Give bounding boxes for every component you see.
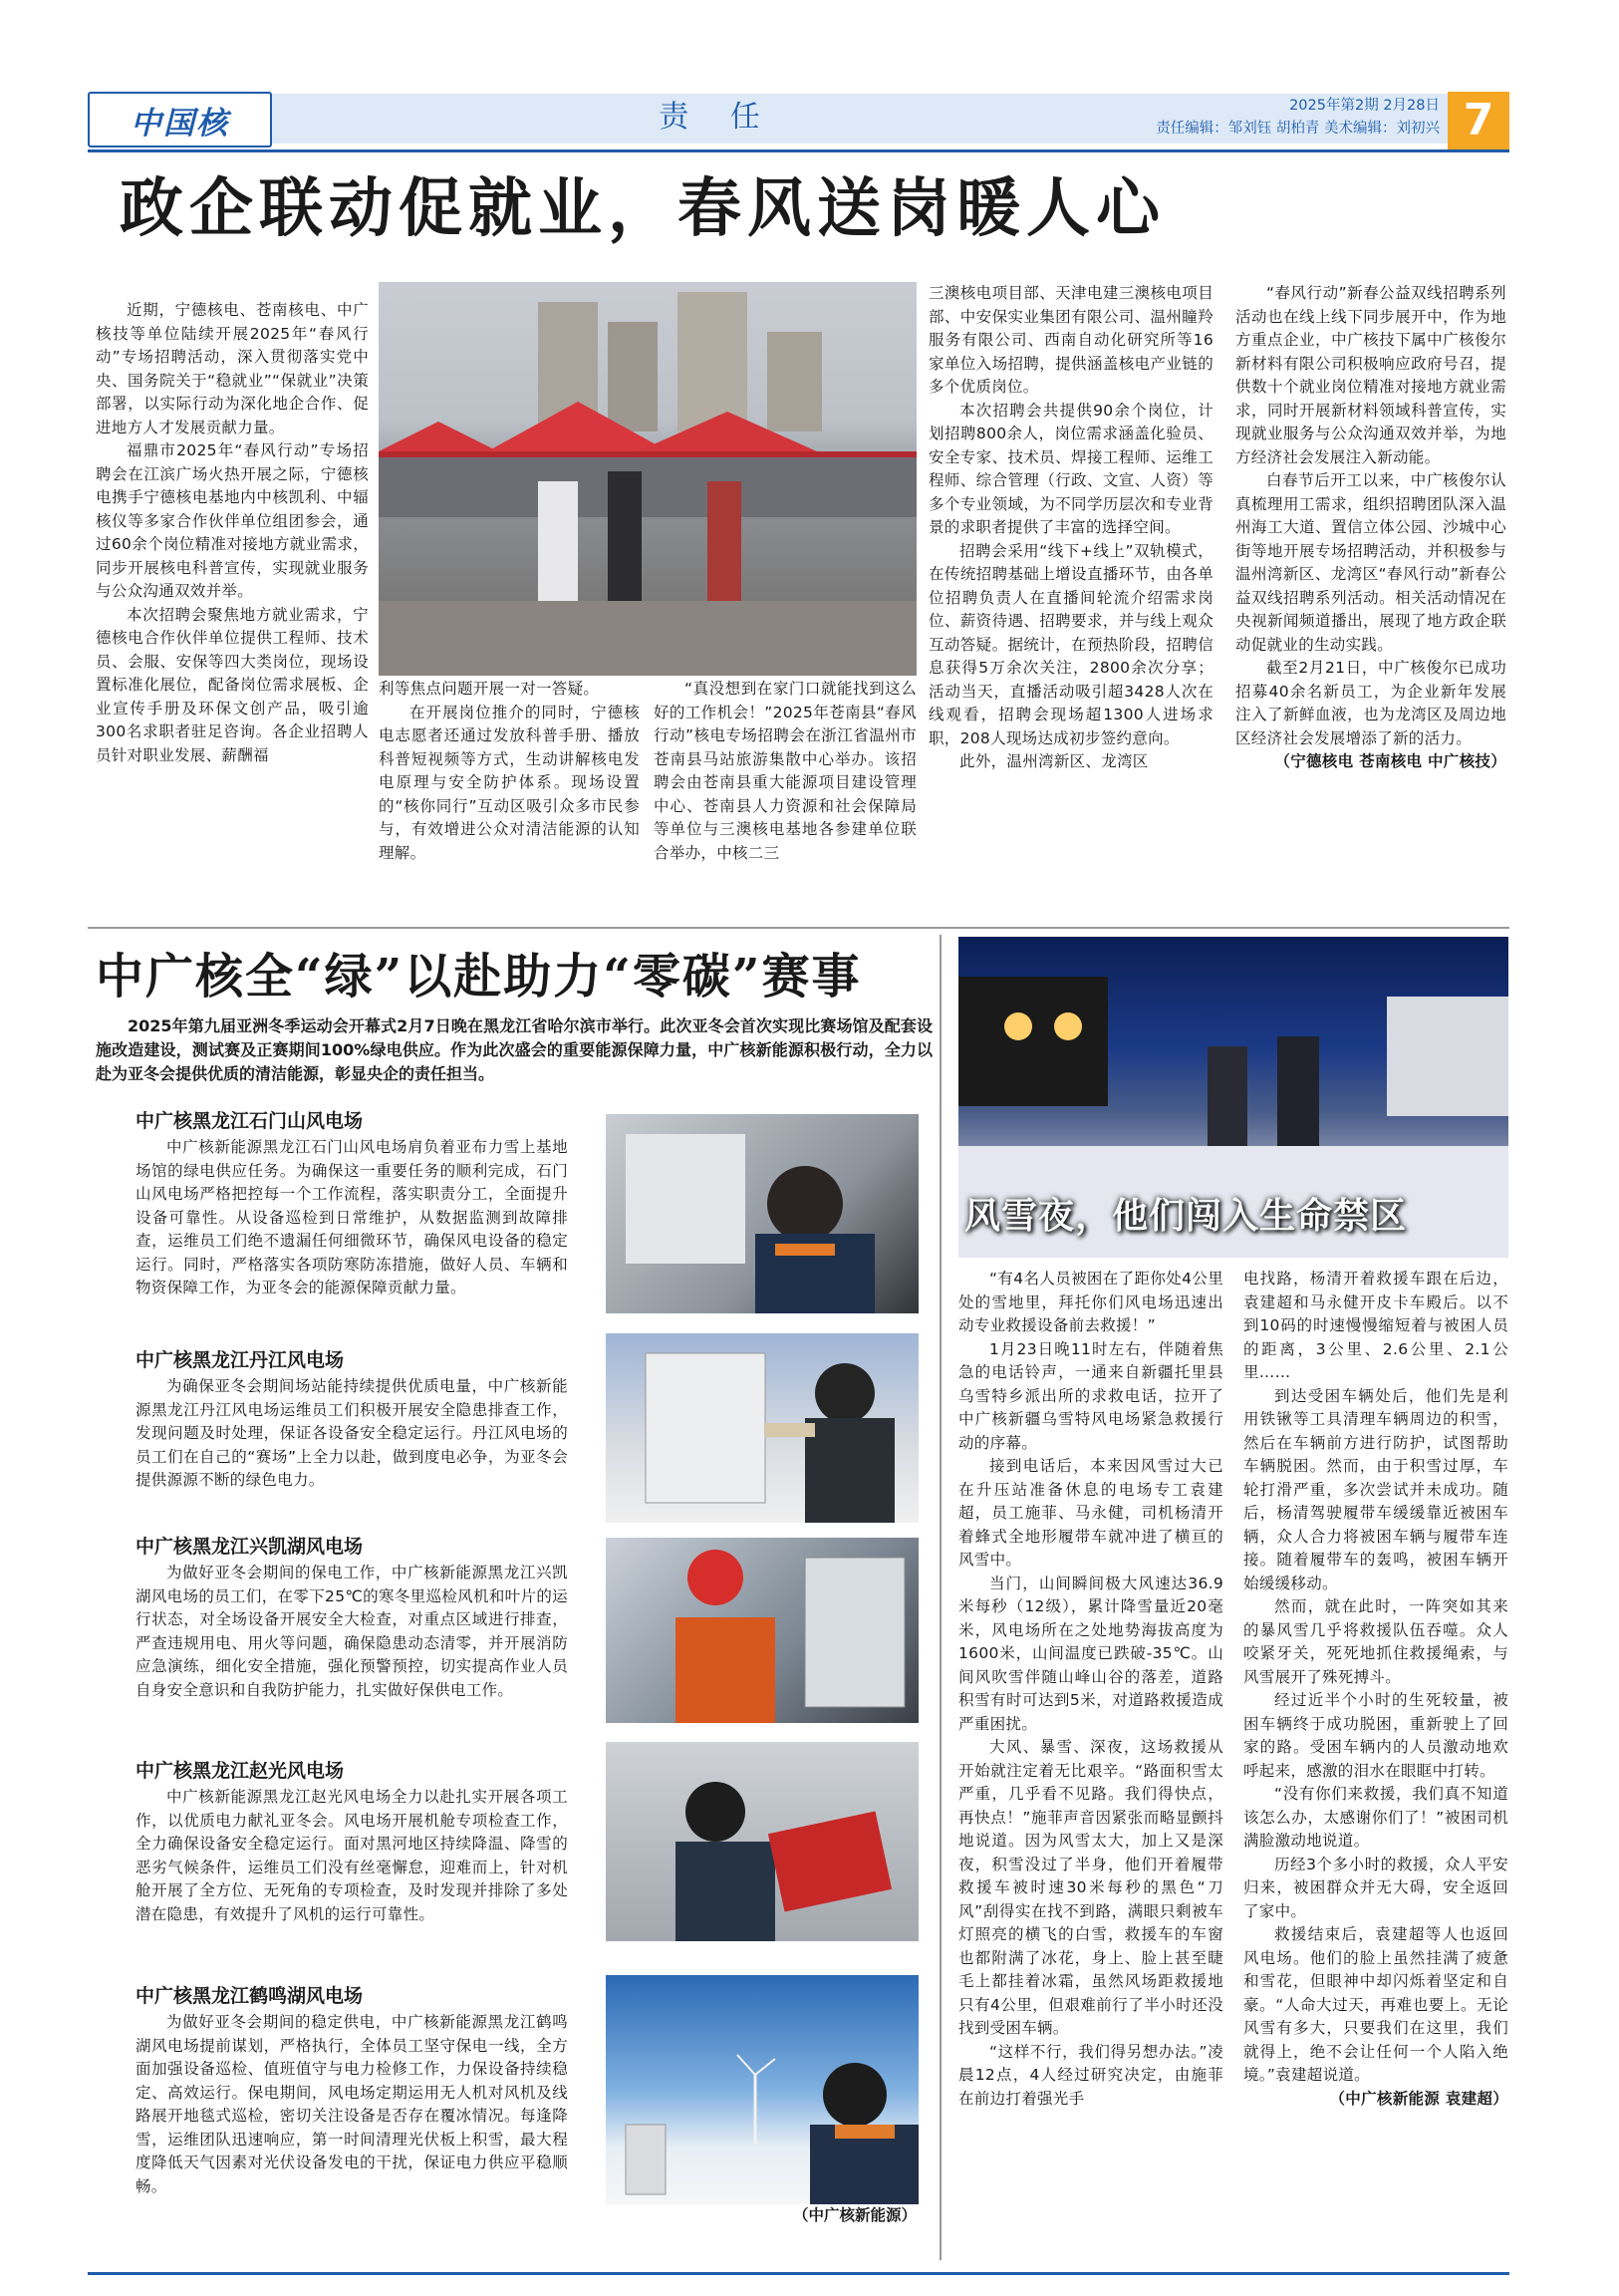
article1-para: 截至2月21日，中广核俊尔已成功招募40余名新员工，为企业新年发展注入了新鲜血液，也为龙湾区及周边地区经济社会发展增添了新的活力。 [1235, 659, 1506, 747]
editors-line: 责任编辑：邹刘钰 胡柏青 美术编辑：刘初兴 [1156, 121, 1440, 137]
article1-para: 本次招聘会共提供90余个岗位，计划招聘800余人，岗位需求涵盖化验员、安全专家、技术员、焊接工程师、运维工程师、综合管理（行政、文宣、人资）等多个专业领域，为不同学历层次和专业背景的求职者提供了丰富的选择空间。 [929, 401, 1214, 536]
section-body-heminghu [135, 2011, 568, 2198]
section-head-shimenshan: 中广核黑龙江石门山风电场 [135, 1110, 364, 1132]
job-fair-photo [379, 282, 917, 676]
article3-col1 [958, 1268, 1223, 2111]
section-body-danjiang [135, 1375, 568, 1493]
zhaoguang-photo [606, 1742, 919, 1941]
article3-para: 然而，就在此时，一阵突如其来的暴风雪几乎将救援队伍吞噬。众人咬紧牙关，死死地抓住救援绳索，与风雪展开了殊死搏斗。 [1243, 1597, 1508, 1686]
article3-para: 接到电话后，本来因风雪过大已在升压站准备休息的电场专工袁建超，员工施菲、马永健，司机杨清开着蜂式全地形履带车就冲进了横亘的风雪中。 [958, 1457, 1223, 1569]
section-head-heminghu: 中广核黑龙江鹤鸣湖风电场 [135, 1985, 364, 2007]
section-head-danjiang: 中广核黑龙江丹江风电场 [135, 1349, 345, 1371]
shimenshan-photo [606, 1114, 919, 1313]
article3-para: 当门，山间瞬间极大风速达36.9米每秒（12级），累计降雪量近20毫米，风电场所在之处地势海拔高度为1600米，山间温度已跌破-35℃。山间风吹雪伴随山峰山谷的落差，道路积雪有时可达到5米，对道路救援造成严重困扰。 [958, 1574, 1223, 1733]
heminghu-photo [606, 1975, 919, 2204]
section-body-zhaoguang [135, 1786, 568, 1926]
article2-lead: 2025年第九届亚洲冬季运动会开幕式2月7日晚在黑龙江省哈尔滨市举行。此次亚冬会首次实现比赛场馆及配套设施改造建设，测试赛及正赛期间100%绿电供应。作为此次盛会的重要能源保障力量，中广核新能源积极行动，全力以赴为亚冬会提供优质的清洁能源，彰显央企的责任担当。 [96, 1016, 933, 1083]
section-para: 为确保亚冬会期间场站能持续提供优质电量，中广核新能源黑龙江丹江风电场运维员工们积极开展安全隐患排查工作，发现问题及时处理，保证各设备安全稳定运行。丹江风电场的员工们在自己的“赛场”上全力以赴，做到度电必争，为亚冬会提供源源不断的绿色电力。 [135, 1377, 568, 1489]
article3-para: 电找路，杨清开着救援车跟在后边，袁建超和马永健开皮卡车殿后。以不到10码的时速慢慢缩短着与被困人员的距离，3公里、2.6公里、2.1公里…… [1243, 1270, 1508, 1381]
article2-title: 中广核全“绿”以赴助力“零碳”赛事 [96, 949, 862, 1004]
article1-para: 本次招聘会聚焦地方就业需求，宁德核电合作伙伴单位提供工程师、技术员、会服、安保等四大类岗位，现场设置标准化展位，配备岗位需求展板、企业宣传手册及环保文创产品，吸引逾300名求职者驻足咨询。各企业招聘人员针对职业发展、薪酬福 [96, 605, 369, 764]
xingkaihu-photo [606, 1538, 919, 1723]
article1-para: 利等焦点问题开展一对一答疑。 [379, 680, 600, 698]
article3-title: 风雪夜，他们闯入生命禁区 [964, 1196, 1408, 1237]
article1-credit: （宁德核电 苍南核电 中广核技） [1274, 752, 1506, 770]
article1-col4 [929, 282, 1214, 774]
section-divider [88, 927, 1509, 929]
section-para: 为做好亚冬会期间的保电工作，中广核新能源黑龙江兴凯湖风电场的员工们，在零下25℃的寒冬里巡检风机和叶片的运行状态，对全场设备开展安全大检查，对重点区域进行排查，严查违规用电、用火等问题，确保隐患动态清零，并开展消防应急演练，细化安全措施，强化预警预控，切实提高作业人员自身安全意识和自我防护能力，扎实做好保供电工作。 [135, 1564, 568, 1699]
article1-para: 福鼎市2025年“春风行动”专场招聘会在江滨广场火热开展之际，宁德核电携手宁德核电基地内中核凯利、中辐核仪等多家合作伙伴单位组团参会，通过60余个岗位精准对接地方就业需求，同步开展核电科普宣传，实现就业服务与公众沟通双效并举。 [96, 441, 369, 600]
page-number: 7 [1448, 92, 1509, 149]
article3-para: 救援结束后，袁建超等人也返回风电场。他们的脸上虽然挂满了疲惫和雪花，但眼神中却闪烁着坚定和自豪。“人命大过天，再难也要上。无论风雪有多大，只要我们在这里，我们就得上，绝不会让任何一个人陷入绝境。”袁建超说道。 [1243, 1925, 1508, 2084]
article3-para: 到达受困车辆处后，他们先是利用铁锹等工具清理车辆周边的积雪，然后在车辆前方进行防护，试图帮助车辆脱困。然而，由于积雪过厚，车轮打滑严重，多次尝试并未成功。随后，杨清驾驶履带车缓缓靠近被困车辆，众人合力将被困车辆与履带车连接。随着履带车的轰鸣，被困车辆开始缓缓移动。 [1243, 1386, 1508, 1592]
article3-para: “有4名人员被困在了距你处4公里处的雪地里，拜托你们风电场迅速出动专业救援设备前去救援！” [958, 1270, 1223, 1334]
article1-para: 在开展岗位推介的同时，宁德核电志愿者还通过发放科普手册、播放科普短视频等方式，生动讲解核电发电原理与安全防护体系。现场设置的“核你同行”互动区吸引众多市民参与，有效增进公众对清洁能源的认知理解。 [379, 703, 640, 862]
article1-para: “真没想到在家门口就能找到这么好的工作机会！”2025年苍南县“春风行动”核电专场招聘会在浙江省温州市苍南县马站旅游集散中心举办。该招聘会由苍南县重大能源项目建设管理中心、苍南县人力资源和社会保障局等单位与三澳核电基地各参建单位联合举办，中核二三 [654, 680, 917, 862]
article1-col2 [379, 678, 640, 865]
article1-col1 [96, 299, 369, 767]
article1-col3 [654, 678, 917, 865]
article3-para: 大风、暴雪、深夜，这场救援从开始就注定着无比艰辛。“路面积雪太严重，几乎看不见路。我们得快点，再快点！”施菲声音因紧张而略显颤抖地说道。因为风雪太大，加上又是深夜，积雪没过了半身，他们开着履带救援车被时速30米每秒的黑色“刀风”刮得实在找不到路，满眼只剩被车灯照亮的横飞的白雪，救援车的车窗也都附满了冰花，身上、脸上甚至睫毛上都挂着冰霜，虽然风场距救援地只有4公里，但艰难前行了半小时还没找到受困车辆。 [958, 1738, 1223, 2037]
article3-credit: （中广核新能源 袁建超） [1329, 2089, 1508, 2108]
section-head-xingkaihu: 中广核黑龙江兴凯湖风电场 [135, 1536, 364, 1558]
article3-para: 经过近半个小时的生死较量，被困车辆终于成功脱困，重新驶上了回家的路。受困车辆内的人员激动地欢呼起来，感激的泪水在眼眶中打转。 [1243, 1691, 1508, 1780]
article1-para: “春风行动”新春公益双线招聘系列活动也在线上线下同步展开中，作为地方重点企业，中广核技下属中广核俊尔新材料有限公司积极响应政府号召，提供数十个就业岗位精准对接地方就业需求，同时开展新材料领域科普宣传，实现就业服务与公众沟通双效并举，为地方经济社会发展注入新动能。 [1235, 284, 1506, 466]
section-para: 为做好亚冬会期间的稳定供电，中广核新能源黑龙江鹤鸣湖风电场提前谋划，严格执行，全体员工坚守保电一线，全方面加强设备巡检、值班值守与电力检修工作，力保设备持续稳定、高效运行。保电期间，风电场定期运用无人机对风机及线路展开地毯式巡检，密切关注设备是否存在覆冰情况。每逢降雪，运维团队迅速响应，第一时间清理光伏板上积雪，最大程度降低天气因素对光伏设备发电的干扰，保证电力供应平稳顺畅。 [135, 2013, 568, 2195]
section-para: 中广核新能源黑龙江石门山风电场肩负着亚布力雪上基地场馆的绿电供应任务。为确保这一重要任务的顺利完成，石门山风电场严格把控每一个工作流程，落实职责分工，全面提升设备可靠性。从设备巡检到日常维护，从数据监测到故障排查，运维员工们绝不遗漏任何细微环节，确保风电设备的稳定运行。同时，严格落实各项防寒防冻措施，做好人员、车辆和物资保障工作，为亚冬会的能源保障贡献力量。 [135, 1138, 568, 1296]
article1-para: 此外，温州湾新区、龙湾区 [959, 752, 1149, 770]
article3-para: 历经3个多小时的救援，众人平安归来，被困群众并无大碍，安全返回了家中。 [1243, 1855, 1508, 1920]
section-name: 责 任 [659, 100, 776, 135]
article1-para: 近期，宁德核电、苍南核电、中广核技等单位陆续开展2025年“春风行动”专场招聘活动，深入贯彻落实党中央、国务院关于“稳就业”“保就业”决策部署，以实际行动为深化地企合作、促进地方人才发展贡献力量。 [96, 301, 369, 436]
article1-title: 政企联动促就业，春风送岗暖人心 [120, 171, 1166, 246]
article1-col5 [1235, 282, 1506, 774]
article2-credit: （中广核新能源） [792, 2206, 917, 2224]
danjiang-photo [606, 1333, 919, 1523]
column-divider [940, 935, 942, 2260]
article1-para: 白春节后开工以来，中广核俊尔认真梳理用工需求，组织招聘团队深入温州海工大道、置信立体公园、沙城中心街等地开展专场招聘活动，并积极参与温州湾新区、龙湾区“春风行动”新春公益双线招聘系列活动。相关活动情况在央视新闻频道播出，展现了地方政企联动促就业的生动实践。 [1235, 471, 1506, 654]
masthead-logo: 中国核 [88, 92, 272, 147]
section-head-zhaoguang: 中广核黑龙江赵光风电场 [135, 1760, 345, 1782]
section-body-xingkaihu [135, 1562, 568, 1702]
section-body-shimenshan [135, 1136, 568, 1300]
article3-para: “这样不行，我们得另想办法。”凌晨12点，4人经过研究决定，由施菲在前边打着强光手 [958, 2042, 1223, 2108]
header-rule [88, 149, 1509, 152]
article1-para: 三澳核电项目部、天津电建三澳核电项目部、中安保实业集团有限公司、温州瞳羚服务有限公司、西南自动化研究所等16家单位入场招聘，提供涵盖核电产业链的多个优质岗位。 [929, 284, 1214, 396]
article3-col2 [1243, 1268, 1508, 2111]
issue-date: 2025年第2期 2月28日 [1289, 98, 1440, 114]
footer-rule [88, 2272, 1509, 2275]
article1-para: 招聘会采用“线下+线上”双轨模式，在传统招聘基础上增设直播环节，由各单位招聘负责人在直播间轮流介绍需求岗位、薪资待遇、招聘要求，并与线上观众互动答疑。据统计，在预热阶段，招聘信息获得5万余次关注，2800余次分享；活动当天，直播活动吸引超3428人次在线观看，招聘会现场超1300人进场求职，208人现场达成初步签约意向。 [929, 541, 1214, 747]
article3-para: 1月23日晚11时左右，伴随着焦急的电话铃声，一通来自新疆托里县乌雪特乡派出所的求救电话，拉开了中广核新疆乌雪特风电场紧急救援行动的序幕。 [958, 1339, 1223, 1452]
article3-para: “没有你们来救援，我们真不知道该怎么办，太感谢你们了！”被困司机满脸激动地说道。 [1243, 1785, 1508, 1850]
section-para: 中广核新能源黑龙江赵光风电场全力以赴扎实开展各项工作，以优质电力献礼亚冬会。风电场开展机舱专项检查工作，全力确保设备安全稳定运行。面对黑河地区持续降温、降雪的恶劣气候条件，运维员工们没有丝毫懈怠，迎难而上，针对机舱开展了全方位、无死角的专项检查，及时发现并排除了多处潜在隐患，有效提升了风机的运行可靠性。 [135, 1788, 568, 1923]
